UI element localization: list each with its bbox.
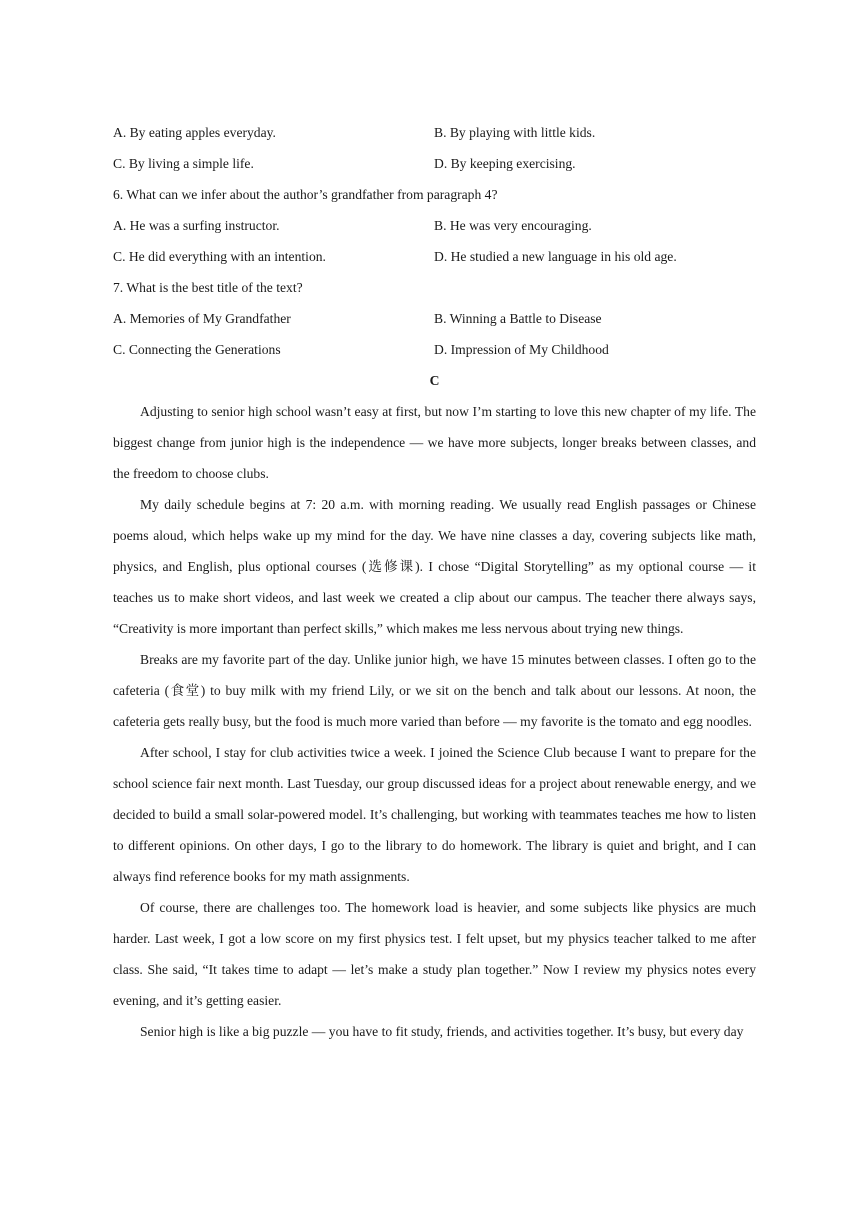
q7-question: 7. What is the best title of the text? <box>113 280 303 295</box>
q7-option-c: C. Connecting the Generations <box>113 342 281 357</box>
q6-option-c: C. He did everything with an intention. <box>113 249 326 264</box>
passage-paragraph-3: Breaks are my favorite part of the day. Unlike junior high, we have 15 minutes between classes. I often go to the cafeteria (食堂) to buy milk with my friend Lily, or we sit on the bench and talk about our lessons. At noon, the cafeteria gets really busy, but the food is much more varied than before — my favorite is the tomato and egg noodles. <box>113 652 756 729</box>
passage-paragraph-5: Of course, there are challenges too. The homework load is heavier, and some subjects like physics are much harder. Last week, I got a low score on my first physics test. I felt upset, but my physics teacher talked to me after class. She said, “It takes time to adapt — let’s make a study plan together.” Now I review my physics notes every evening, and it’s getting easier. <box>113 900 756 1008</box>
q7-option-b: B. Winning a Battle to Disease <box>434 311 602 326</box>
q6-question: 6. What can we infer about the author’s grandfather from paragraph 4? <box>113 187 498 202</box>
passage-paragraph-6: Senior high is like a big puzzle — you have to fit study, friends, and activities together. It’s busy, but every day <box>140 1024 744 1039</box>
q5-option-c: C. By living a simple life. <box>113 156 254 171</box>
q7-options-row-1 <box>113 303 756 334</box>
q5-options-row-2 <box>113 148 756 179</box>
passage-paragraph-1: Adjusting to senior high school wasn’t easy at first, but now I’m starting to love this new chapter of my life. The biggest change from junior high is the independence — we have more subjects, longer breaks between classes, and the freedom to choose clubs. <box>113 404 756 481</box>
q6-option-b: B. He was very encouraging. <box>434 218 592 233</box>
q7-option-a: A. Memories of My Grandfather <box>113 311 291 326</box>
q7-option-d: D. Impression of My Childhood <box>434 342 609 357</box>
q7-options-row-2 <box>113 334 756 365</box>
q5-option-b: B. By playing with little kids. <box>434 125 596 140</box>
q6-option-d: D. He studied a new language in his old age. <box>434 249 677 264</box>
section-c-title: C <box>429 373 440 388</box>
q6-options-row-1 <box>113 210 756 241</box>
q5-option-a: A. By eating apples everyday. <box>113 125 276 140</box>
passage-paragraph-2: My daily schedule begins at 7: 20 a.m. with morning reading. We usually read English passages or Chinese poems aloud, which helps wake up my mind for the day. We have nine classes a day, covering subjects like math, physics, and English, plus optional courses (选修课). I chose “Digital Storytelling” as my optional course — it teaches us to make short videos, and last week we created a clip about our campus. The teacher there always says, “Creativity is more important than perfect skills,” which makes me less nervous about trying new things. <box>113 497 756 636</box>
passage-paragraph-4: After school, I stay for club activities twice a week. I joined the Science Club because I want to prepare for the school science fair next month. Last Tuesday, our group discussed ideas for a project about renewable energy, and we decided to build a small solar-powered model. It’s challenging, but working with teammates teaches me how to listen to different opinions. On other days, I go to the library to do homework. The library is quiet and bright, and I can always find reference books for my math assignments. <box>113 745 756 884</box>
q6-options-row-2 <box>113 241 756 272</box>
page-content <box>113 117 756 1047</box>
q5-option-d: D. By keeping exercising. <box>434 156 576 171</box>
q5-options-row-1 <box>113 117 756 148</box>
q6-option-a: A. He was a surfing instructor. <box>113 218 280 233</box>
